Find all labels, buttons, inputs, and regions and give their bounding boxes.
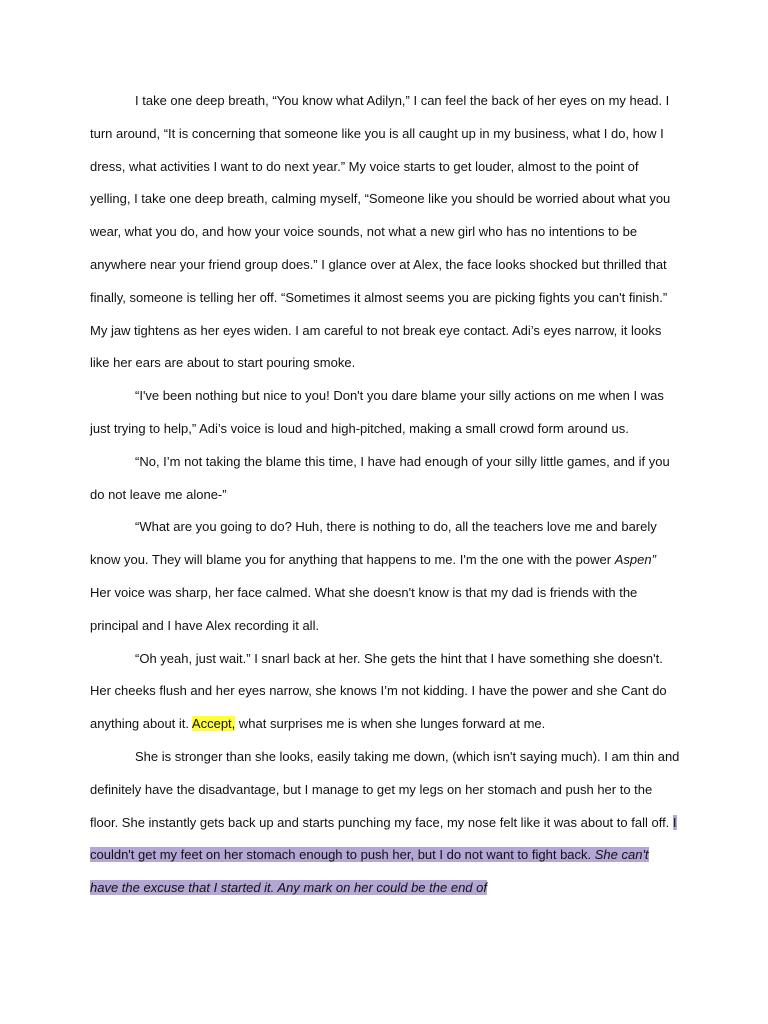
text-segment: Her voice was sharp, her face calmed. What she doesn't know is that my dad is friends with the principal and I have Alex recording it all. <box>90 584 638 633</box>
text-segment: I take one deep breath, “You know what Adilyn,” I can feel the back of her eyes on my head. I turn around, “It is concerning that someone like you is all caught up in my business, what I do, how I dress, what activities I want to do next year.” My voice starts to get louder, almost to the point of yelling, I take one deep breath, calming myself, “Someone like you should be worried about what you wear, what you do, and how your voice sounds, not what a new girl who has no intentions to be anywhere near your friend group does.” I glance over at Alex, the face looks shocked but thrilled that finally, someone is telling her off. “Sometimes it almost seems you are picking fights you can't finish.” My jaw tightens as her eyes widen. I am careful to not break eye contact. Adi’s eyes narrow, it looks like her ears are about to start pouring smoke. <box>90 93 671 371</box>
purple-highlight-italic: She can't have the excuse that I started it. Any mark on her could be the end of <box>90 847 649 896</box>
purple-highlight: I couldn't get my feet on her stomach enough to push her, but I do not want to fight back. <box>90 814 677 863</box>
paragraph-3 <box>90 446 680 512</box>
yellow-highlight: Accept, <box>191 716 236 732</box>
paragraph-5 <box>90 643 680 741</box>
text-segment: “I've been nothing but nice to you! Don't you dare blame your silly actions on me when I was just trying to help,” Adi’s voice is loud and high-pitched, making a small crowd form around us. <box>90 388 664 436</box>
text-segment: She is stronger than she looks, easily taking me down, (which isn't saying much). I am thin and definitely have the disadvantage, but I manage to get my legs on her stomach and push her to the floor. She instantly gets back up and starts punching my face, my nose felt like it was about to fall off. <box>90 748 680 830</box>
paragraph-2 <box>90 380 680 446</box>
paragraph-4 <box>90 511 680 642</box>
document-body <box>90 85 680 905</box>
italic-name: Aspen” <box>614 552 656 568</box>
text-segment: “What are you going to do? Huh, there is nothing to do, all the teachers love me and barely know you. They will blame you for anything that happens to me. I'm the one with the power <box>90 519 657 568</box>
text-segment: what surprises me is when she lunges forward at me. <box>235 716 546 732</box>
paragraph-6 <box>90 741 680 905</box>
text-segment: “No, I’m not taking the blame this time, I have had enough of your silly little games, and if you do not leave me alone-” <box>90 453 670 502</box>
paragraph-1 <box>90 85 680 380</box>
text-segment: “Oh yeah, just wait.” I snarl back at her. She gets the hint that I have something she doesn't. Her cheeks flush and her eyes narrow, she knows I’m not kidding. I have the power and she Cant do anything about it. <box>90 650 667 732</box>
